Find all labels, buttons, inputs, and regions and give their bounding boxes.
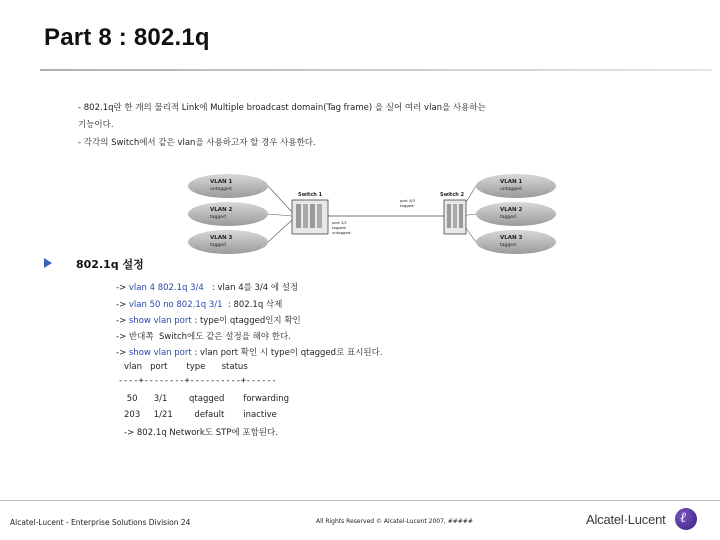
right-vlan-3-mode: tagged [500,243,516,248]
right-vlan-2-mode: tagged [500,215,516,220]
section-title: 802.1q 설정 [76,258,144,271]
command-line-5: -> show vlan port : vlan port 확인 시 type이 qtagged로 표시된다. [116,348,383,358]
left-vlan-3-ellipse [188,230,268,254]
switch-1-label: Switch 1 [298,192,323,198]
left-vlan-3-name: VLAN 3 [210,235,233,241]
title-divider [40,69,712,71]
command-line-1: -> vlan 4 802.1q 3/4 : vlan 4를 3/4 에 설정 [116,283,299,293]
section-bullet-icon [44,258,52,268]
left-vlan-1-mode: untagged [210,187,232,192]
footer-divider [0,500,720,501]
right-vlan-3-name: VLAN 3 [500,235,523,241]
footer-division: Alcatel-Lucent - Enterprise Solutions Division 24 [10,518,191,527]
right-vlan-1-name: VLAN 1 [500,179,523,185]
port-left-label-3: untagged: [332,230,352,235]
switch-1-icon [292,200,328,234]
right-vlan-2-name: VLAN 2 [500,207,523,213]
right-vlan-1-mode: untagged [500,187,522,192]
left-vlan-2-ellipse [188,202,268,226]
left-vlan-2-name: VLAN 2 [210,207,233,213]
command-line-4: -> 반대쪽 Switch에도 같은 설정을 해야 한다. [116,332,291,342]
table-separator: ----+--------+----------+------ [118,376,277,386]
intro-line-3: - 각각의 Switch에서 같은 vlan을 사용하고자 할 경우 사용한다. [78,138,316,148]
port-right-label-2: tagged: [400,203,415,208]
right-vlan-2-ellipse [476,202,556,226]
port-right-label-1: port 4/3 [400,198,416,203]
command-text: show vlan port [128,348,192,358]
company-logo-text: Alcatel·Lucent [586,512,666,527]
intro-line-2: 기능이다. [78,120,114,130]
right-vlan-3-ellipse [476,230,556,254]
slide-title: Part 8 : 802.1q [44,24,210,51]
command-line-2: -> vlan 50 no 802.1q 3/1 : 802.1q 삭제 [116,300,283,310]
left-vlan-1-name: VLAN 1 [210,179,233,185]
intro-line-1: - 802.1q란 한 개의 물리적 Link에 Multiple broadcast domain(Tag frame) 을 실어 여러 vlan을 사용하는 [78,103,486,113]
switch-2-label: Switch 2 [440,192,465,198]
footer-copyright: All Rights Reserved © Alcatel-Lucent 2007, ##### [316,518,473,525]
table-row: 203 1/21 default inactive [124,410,277,420]
command-text: vlan 50 no 802.1q 3/1 [128,300,223,310]
left-vlan-2-mode: tagged [210,215,226,220]
left-vlan-1-ellipse [188,174,268,198]
table-row: 50 3/1 qtagged forwarding [124,394,290,404]
vlan-network-diagram [188,172,556,258]
closing-note: -> 802.1q Network도 STP에 포함된다. [124,428,278,438]
command-text: vlan 4 802.1q 3/4 [128,283,204,293]
left-vlan-3-mode: tagged [210,243,226,248]
switch-2-icon [444,200,466,234]
command-text: show vlan port [128,316,192,326]
port-left-label-1: port 3/1 [332,220,348,225]
right-vlan-1-ellipse [476,174,556,198]
command-line-3: -> show vlan port : type이 qtagged인지 확인 [116,316,301,326]
company-logo-icon: ℓ [675,508,697,530]
table-header: vlan port type status [124,362,248,372]
port-left-label-2: tagged: [332,225,347,230]
